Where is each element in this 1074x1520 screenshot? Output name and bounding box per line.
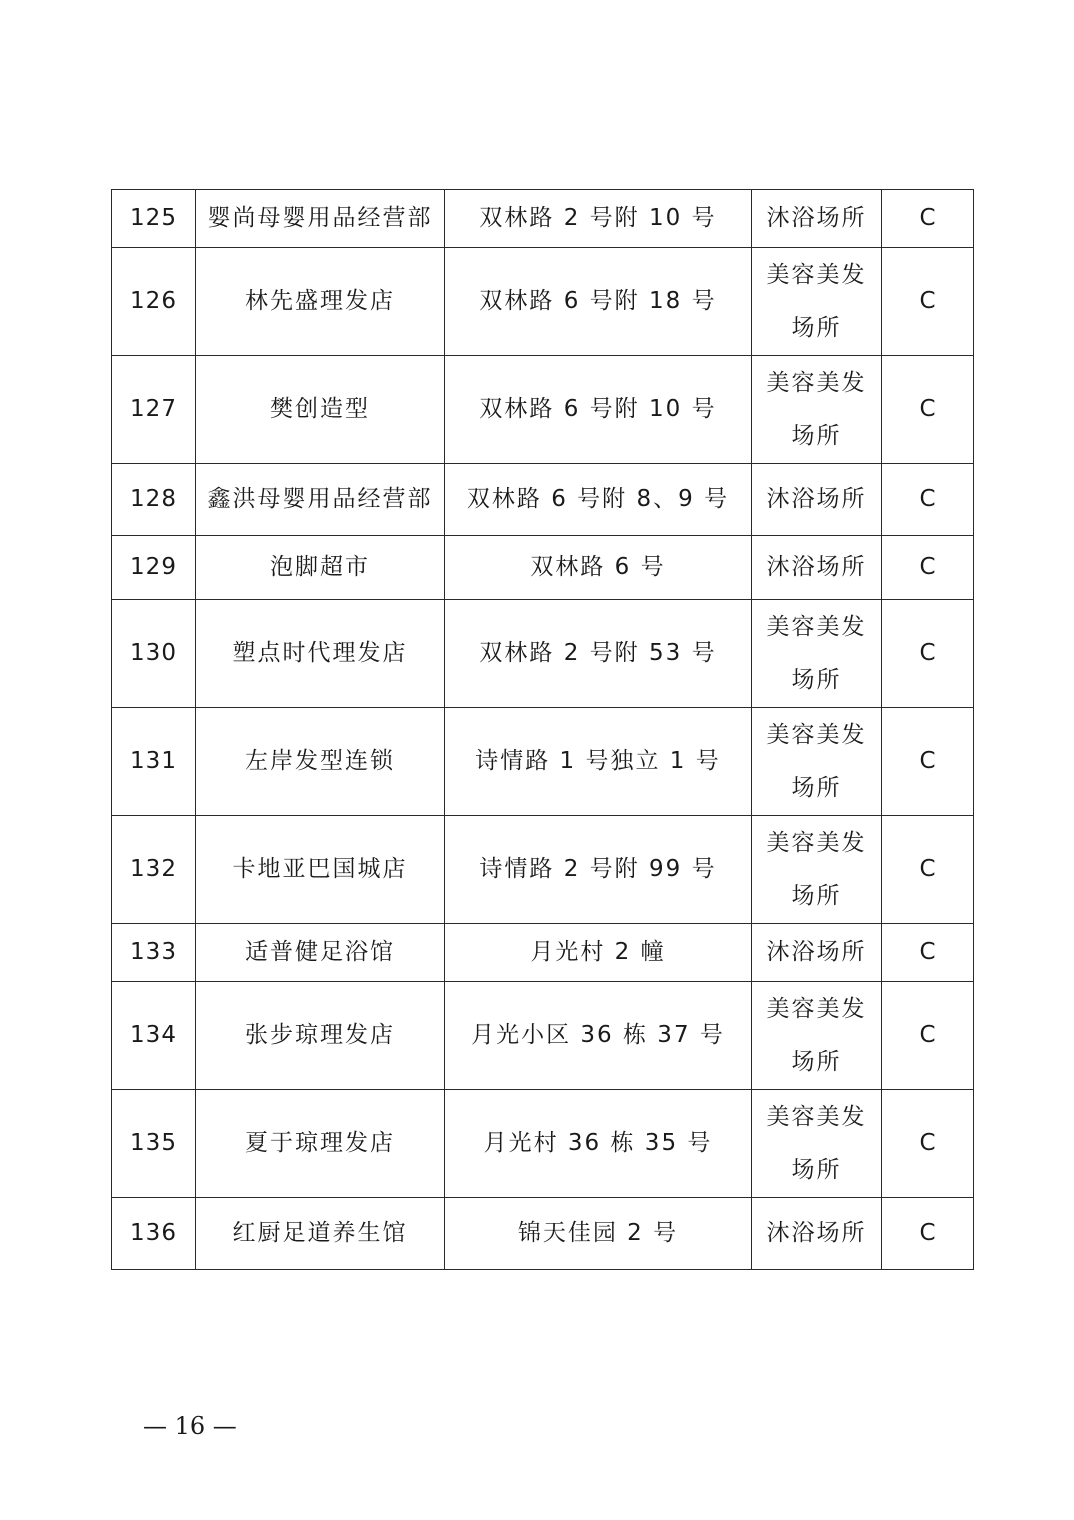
venue-type: 美容美发场所 — [752, 1090, 882, 1198]
table-row — [112, 816, 974, 924]
venue-type: 沐浴场所 — [752, 190, 882, 248]
page-number: — 16 — — [143, 1412, 237, 1440]
row-number: 125 — [112, 190, 196, 248]
venue-type: 美容美发场所 — [752, 816, 882, 924]
table-row — [112, 190, 974, 248]
table-row — [112, 536, 974, 600]
business-address: 双林路 2 号附 10 号 — [445, 190, 752, 248]
business-address: 双林路 6 号附 8、9 号 — [445, 464, 752, 536]
table-row — [112, 1090, 974, 1198]
venue-type: 沐浴场所 — [752, 1198, 882, 1270]
business-name: 塑点时代理发店 — [196, 600, 445, 708]
row-number: 134 — [112, 982, 196, 1090]
row-number: 133 — [112, 924, 196, 982]
business-address: 锦天佳园 2 号 — [445, 1198, 752, 1270]
business-address: 月光村 2 幢 — [445, 924, 752, 982]
grade: C — [882, 816, 974, 924]
business-address: 双林路 6 号 — [445, 536, 752, 600]
grade: C — [882, 1198, 974, 1270]
business-name: 樊创造型 — [196, 356, 445, 464]
venue-type: 美容美发场所 — [752, 708, 882, 816]
row-number: 129 — [112, 536, 196, 600]
business-name: 鑫洪母婴用品经营部 — [196, 464, 445, 536]
row-number: 136 — [112, 1198, 196, 1270]
row-number: 130 — [112, 600, 196, 708]
grade: C — [882, 248, 974, 356]
grade: C — [882, 1090, 974, 1198]
table-row — [112, 600, 974, 708]
venue-type: 沐浴场所 — [752, 924, 882, 982]
venue-type: 美容美发场所 — [752, 248, 882, 356]
venue-type: 沐浴场所 — [752, 464, 882, 536]
table-row — [112, 708, 974, 816]
business-name: 张步琼理发店 — [196, 982, 445, 1090]
venue-type: 美容美发场所 — [752, 982, 882, 1090]
grade: C — [882, 536, 974, 600]
row-number: 127 — [112, 356, 196, 464]
row-number: 135 — [112, 1090, 196, 1198]
table-body — [112, 190, 974, 1270]
business-name: 左岸发型连锁 — [196, 708, 445, 816]
venue-type: 美容美发场所 — [752, 600, 882, 708]
table-row — [112, 248, 974, 356]
table-row — [112, 464, 974, 536]
business-address: 双林路 6 号附 10 号 — [445, 356, 752, 464]
business-name: 夏于琼理发店 — [196, 1090, 445, 1198]
business-address: 双林路 2 号附 53 号 — [445, 600, 752, 708]
business-name: 林先盛理发店 — [196, 248, 445, 356]
grade: C — [882, 924, 974, 982]
row-number: 126 — [112, 248, 196, 356]
grade: C — [882, 464, 974, 536]
business-address: 诗情路 1 号独立 1 号 — [445, 708, 752, 816]
venue-type: 沐浴场所 — [752, 536, 882, 600]
business-address: 月光小区 36 栋 37 号 — [445, 982, 752, 1090]
row-number: 131 — [112, 708, 196, 816]
establishment-table — [111, 189, 974, 1270]
venue-type: 美容美发场所 — [752, 356, 882, 464]
grade: C — [882, 708, 974, 816]
business-name: 婴尚母婴用品经营部 — [196, 190, 445, 248]
business-name: 红厨足道养生馆 — [196, 1198, 445, 1270]
business-name: 适普健足浴馆 — [196, 924, 445, 982]
row-number: 128 — [112, 464, 196, 536]
grade: C — [882, 356, 974, 464]
grade: C — [882, 982, 974, 1090]
business-name: 泡脚超市 — [196, 536, 445, 600]
grade: C — [882, 190, 974, 248]
row-number: 132 — [112, 816, 196, 924]
table-row — [112, 982, 974, 1090]
business-address: 双林路 6 号附 18 号 — [445, 248, 752, 356]
business-address: 诗情路 2 号附 99 号 — [445, 816, 752, 924]
table-row — [112, 356, 974, 464]
business-name: 卡地亚巴国城店 — [196, 816, 445, 924]
table-row — [112, 1198, 974, 1270]
table-row — [112, 924, 974, 982]
business-address: 月光村 36 栋 35 号 — [445, 1090, 752, 1198]
grade: C — [882, 600, 974, 708]
